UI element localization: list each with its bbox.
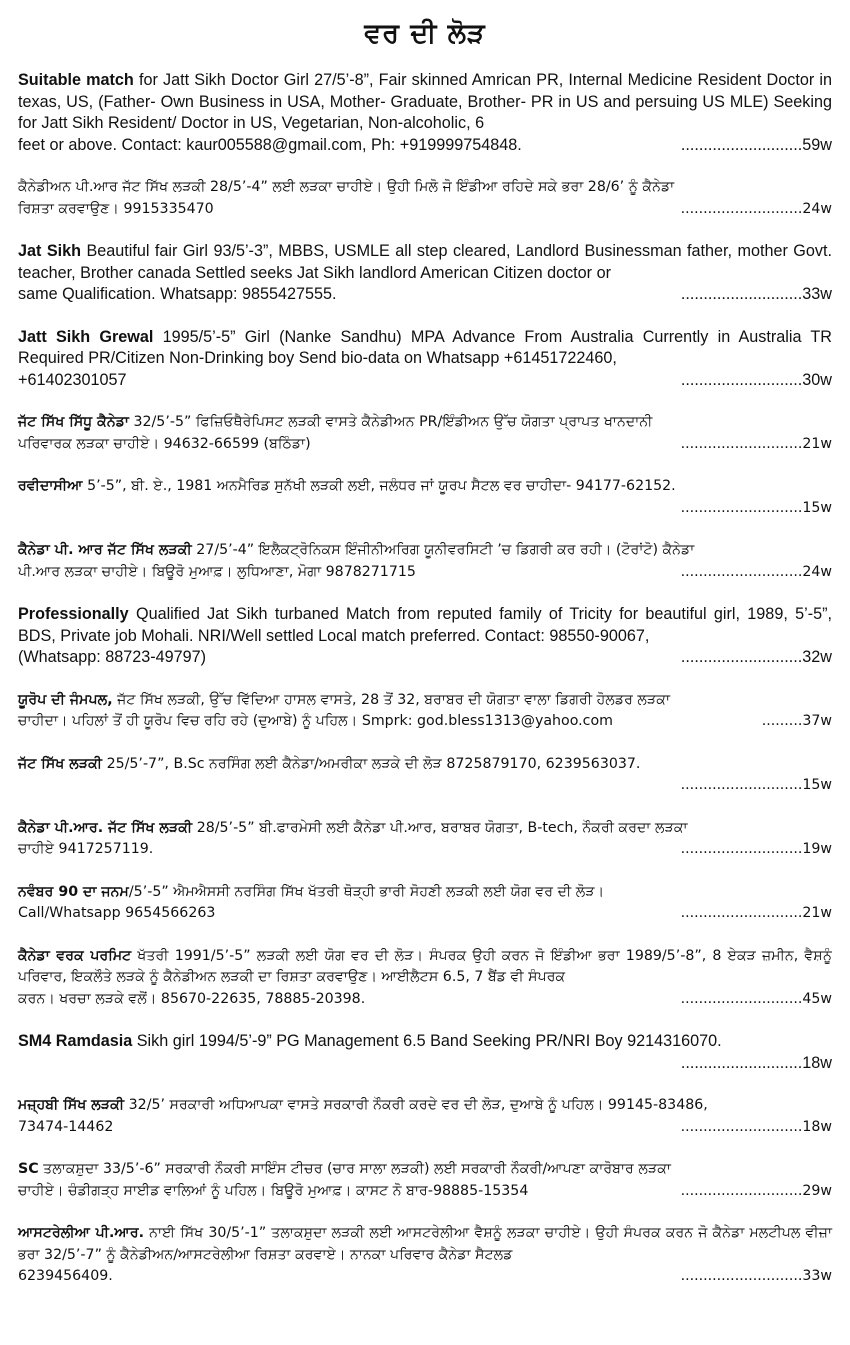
- ad-text: 32/5’-5” ਫਿਜ਼ਿਓਥੈਰੇਪਿਸਟ ਲੜਕੀ ਵਾਸਤੇ ਕੈਨੇਡੀਅਨ PR/ਇੰਡੀਅਨ ਉੱਚ ਯੋਗਤਾ ਪ੍ਰਾਪਤ ਖਾਨਦਾਨੀ: [128, 414, 653, 430]
- ad-tail-text: feet or above. Contact: kaur005588@gmail.com, Ph: +919999754848.: [18, 135, 522, 154]
- ad-13: [18, 1031, 832, 1074]
- ad-lead: Jatt Sikh Grewal: [18, 327, 154, 346]
- ad-14: [18, 1095, 832, 1138]
- ad-body: [18, 1095, 832, 1117]
- ad-2: [18, 241, 832, 306]
- ad-body: [18, 327, 832, 370]
- ad-lead: Suitable match: [18, 71, 134, 89]
- ad-tail: [18, 711, 832, 733]
- ad-tail: [18, 989, 832, 1011]
- ad-tail: [18, 1181, 832, 1203]
- ad-text: Sikh girl 1994/5’-9” PG Management 6.5 Band Seeking PR/NRI Boy 9214316070.: [132, 1032, 722, 1050]
- ad-lead: ਕੈਨੇਡਾ ਪੀ.ਆਰ. ਜੱਟ ਸਿੱਖ ਲੜਕੀ: [18, 819, 193, 836]
- ad-body: [18, 882, 832, 904]
- ad-code: ...........................29w: [680, 1182, 832, 1199]
- ad-body: [18, 1223, 832, 1266]
- ad-code: ...........................59w: [680, 135, 832, 154]
- ad-tail: [18, 284, 832, 306]
- ad-lead: Professionally: [18, 605, 129, 623]
- ad-lead: ਜੱਟ ਸਿੱਖ ਲੜਕੀ: [18, 755, 103, 772]
- ad-tail-text: (Whatsapp: 88723-49797): [18, 648, 207, 666]
- ad-tail: [18, 839, 832, 861]
- ad-lead: ਆਸਟਰੇਲੀਆ ਪੀ.ਆਰ.: [18, 1225, 145, 1241]
- ad-6: [18, 540, 832, 583]
- ad-tail: [18, 775, 832, 797]
- ad-text: for Jatt Sikh Doctor Girl 27/5’-8”, Fair skinned Amrican PR, Internal Medicine Resident Doctor in texas, US, (Father- Own Business in USA, Mother- Graduate, Brother- PR in US and persuing US MLE) Seeking for Jatt Sikh Resident/ Doctor in US, Vegetarian, Non-alcoholic, 6: [18, 71, 832, 132]
- ad-body: [18, 946, 832, 989]
- ad-lead: SM4 Ramdasia: [18, 1032, 133, 1050]
- ad-text: 1995/5’-5” Girl (Nanke Sandhu) MPA Advance From Australia Currently in Australia TR Required PR/Citizen Non-Drinking boy Send bio-data on Whatsapp +61451722460,: [18, 327, 832, 367]
- ad-code: .........37w: [761, 713, 832, 729]
- ad-text: ਤਲਾਕਸ਼ੁਦਾ 33/5’-6” ਸਰਕਾਰੀ ਨੌਕਰੀ ਸਾਇੰਸ ਟੀਚਰ (ਚਾਰ ਸਾਲਾ ਲੜਕੀ) ਲਈ ਸਰਕਾਰੀ ਨੌਕਰੀ/ਆਪਣਾ ਕਾਰੋਬਾਰ ਲੜਕਾ: [38, 1161, 671, 1177]
- ad-code: ...........................18w: [680, 1118, 832, 1135]
- ad-body: [18, 690, 832, 712]
- ad-body: [18, 476, 832, 498]
- ad-code: ...........................33w: [680, 285, 832, 303]
- ad-tail-text: ਚਾਹੀਏ 9417257119.: [18, 841, 154, 857]
- ad-text: Beautiful fair Girl 93/5’-3”, MBBS, USMLE all step cleared, Landlord Businessman father, mother Govt. teacher, Brother canada Settled seeks Jat Sikh landlord American Citizen doctor or: [18, 242, 832, 282]
- ad-body: [18, 1159, 832, 1181]
- ad-text: 32/5’ ਸਰਕਾਰੀ ਅਧਿਆਪਕਾ ਵਾਸਤੇ ਸਰਕਾਰੀ ਨੌਕਰੀ ਕਰਦੇ ਵਰ ਦੀ ਲੋੜ, ਦੁਆਬੇ ਨੂੰ ਪਹਿਲ। 99145-83486,: [124, 1097, 708, 1113]
- ad-3: [18, 327, 832, 392]
- ad-code: ...........................21w: [680, 435, 832, 452]
- ad-text: ਖੱਤਰੀ 1991/5’-5” ਲੜਕੀ ਲਈ ਯੋਗ ਵਰ ਦੀ ਲੋੜ। ਸੰਪਰਕ ਉਹੀ ਕਰਨ ਜੋ ਇੰਡੀਆ ਭਰਾ 1989/5’-8”, 8 ਏਕੜ ਜ਼ਮੀਨ, ਵੈਸ਼ਨੂੰ ਪਰਿਵਾਰ, ਇਕਲੌਤੇ ਲੜਕੇ ਨੂੰ ਕੈਨੇਡੀਅਨ ਲੜਕੀ ਦਾ ਰਿਸ਼ਤਾ ਕਰਵਾਉਣ। ਆਈਲੈਟਸ 6.5, 7 ਬੈਂਡ ਵੀ ਸੰਪਰਕ: [18, 947, 832, 985]
- ad-code: ...........................21w: [680, 905, 832, 921]
- ad-text: 28/5’-5” ਬੀ.ਫਾਰਮੇਸੀ ਲਈ ਕੈਨੇਡਾ ਪੀ.ਆਰ, ਬਰਾਬਰ ਯੋਗਤਾ, B-tech, ਨੌਕਰੀ ਕਰਦਾ ਲੜਕਾ: [192, 819, 688, 836]
- ad-body: [18, 70, 832, 135]
- ad-tail: [18, 370, 832, 392]
- ad-tail-text: 73474-14462: [18, 1118, 114, 1135]
- ad-lead: ਕੈਨੇਡਾ ਪੀ. ਆਰ ਜੱਟ ਸਿੱਖ ਲੜਕੀ: [18, 542, 192, 558]
- ad-15: [18, 1159, 832, 1202]
- page-title: ਵਰ ਦੀ ਲੋੜ: [364, 18, 486, 49]
- ad-0: [18, 70, 832, 156]
- ad-tail: [18, 199, 832, 221]
- ad-code: ...........................24w: [680, 200, 832, 217]
- ad-body: [18, 412, 832, 434]
- ad-tail-text: ਪੀ.ਆਰ ਲੜਕਾ ਚਾਹੀਏ। ਬਿਊਰੋ ਮੁਆਫ਼। ਲੁਧਿਆਣਾ, ਮੋਗਾ 9878271715: [18, 563, 416, 580]
- ad-tail-text: ਕਰਨ। ਖਰਚਾ ਲੜਕੇ ਵਲੋਂ। 85670-22635, 78885-20398.: [18, 990, 366, 1007]
- ad-text: Qualified Jat Sikh turbaned Match from reputed family of Tricity for beautiful girl, 1989, 5’-5”, BDS, Private job Mohali. NRI/Well settled Local match preferred. Contact: 98550-90067,: [18, 605, 832, 645]
- ad-body: [18, 177, 832, 199]
- ad-tail: [18, 562, 832, 584]
- ad-text: ਕੈਨੇਡੀਅਨ ਪੀ.ਆਰ ਜੱਟ ਸਿੱਖ ਲੜਕੀ 28/5’-4” ਲਈ ਲੜਕਾ ਚਾਹੀਏ। ਉਹੀ ਮਿਲੋ ਜੋ ਇੰਡੀਆ ਰਹਿਦੇ ਸਕੇ ਭਰਾ 28/6’ ਨੂੰ ਕੈਨੇਡਾ: [18, 179, 675, 195]
- ad-text: 5’-5”, ਬੀ. ਏ., 1981 ਅਨਮੈਰਿਡ ਸੁਨੱਖੀ ਲੜਕੀ ਲਈ, ਜਲੰਧਰ ਜਾਂ ਯੂਰਪ ਸੈਟਲ ਵਰ ਚਾਹੀਦਾ- 94177-62152.: [82, 478, 676, 494]
- ad-body: [18, 754, 832, 776]
- ad-code: ...........................15w: [680, 499, 832, 516]
- ad-lead: ਮਜ਼੍ਹਬੀ ਸਿੱਖ ਲੜਕੀ: [18, 1097, 125, 1113]
- ad-tail-text: ਚਾਹੀਏ। ਚੰਡੀਗੜ੍ਹ ਸਾਈਡ ਵਾਲਿਆਂ ਨੂੰ ਪਹਿਲ। ਬਿਊਰੋ ਮੁਆਫ਼। ਕਾਸਟ ਨੋ ਬਾਰ-98885-15354: [18, 1182, 529, 1199]
- ad-code: ...........................18w: [680, 1053, 832, 1072]
- ad-tail: [18, 1266, 832, 1288]
- ad-body: [18, 604, 832, 647]
- ad-tail: [18, 647, 832, 669]
- ad-text: ਨਾਈ ਸਿੱਖ 30/5’-1” ਤਲਾਕਸ਼ੁਦਾ ਲੜਕੀ ਲਈ ਆਸਟਰੇਲੀਆ ਵੈਸ਼ਨੂੰ ਲੜਕਾ ਚਾਹੀਏ। ਉਹੀ ਸੰਪਰਕ ਕਰਨ ਜੋ ਕੈਨੇਡਾ ਮਲਟੀਪਲ ਵੀਜ਼ਾ ਭਰਾ 32/5’-7” ਨੂੰ ਕੈਨੇਡੀਅਨ/ਆਸਟਰੇਲੀਆ ਰਿਸ਼ਤਾ ਕਰਵਾਏ। ਨਾਨਕਾ ਪਰਿਵਾਰ ਕੈਨੇਡਾ ਸੈਟਲਡ: [18, 1225, 833, 1263]
- ad-8: [18, 690, 832, 733]
- ad-10: [18, 818, 832, 861]
- ad-tail-text: Call/Whatsapp 9654566263: [18, 905, 216, 921]
- ad-lead: ਕੈਨੇਡਾ ਵਰਕ ਪਰਮਿਟ: [18, 947, 132, 964]
- ad-tail: [18, 1117, 832, 1139]
- ad-tail-text: ਪਰਿਵਾਰਕ ਲੜਕਾ ਚਾਹੀਏ। 94632-66599 (ਬਠਿੰਡਾ): [18, 435, 311, 452]
- ad-lead: ਯੂਰੋਪ ਦੀ ਜੰਮਪਲ,: [18, 691, 113, 708]
- ad-lead: ਜੱਟ ਸਿੱਖ ਸਿੱਧੂ ਕੈਨੇਡਾ: [18, 414, 129, 430]
- ad-16: [18, 1223, 832, 1288]
- ad-body: [18, 241, 832, 284]
- ad-7: [18, 604, 832, 669]
- ad-tail: [18, 498, 832, 520]
- ad-tail: [18, 903, 832, 925]
- ad-text: 27/5’-4” ਇਲੈਕਟ੍ਰੋਨਿਕਸ ਇੰਜੀਨੀਅਰਿਗ ਯੂਨੀਵਰਸਿਟੀ ’ਚ ਡਿਗਰੀ ਕਰ ਰਹੀ। (ਟੋਰਾਂਟੋ) ਕੈਨੇਡਾ: [191, 542, 695, 558]
- ad-code: ...........................24w: [680, 563, 832, 580]
- ad-code: ...........................45w: [680, 990, 832, 1007]
- ad-1: [18, 177, 832, 220]
- ad-tail-text: ਚਾਹੀਦਾ। ਪਹਿਲਾਂ ਤੋਂ ਹੀ ਯੂਰੋਪ ਵਿਚ ਰਹਿ ਰਹੇ (ਦੁਆਬੇ) ਨੂੰ ਪਹਿਲ। Smprk: god.bless1313@yahoo.com: [18, 713, 613, 729]
- ad-text: /5’-5” ਐਮਐਸਸੀ ਨਰਸਿੰਗ ਸਿੱਖ ਖੱਤਰੀ ਥੋੜ੍ਹੀ ਭਾਰੀ ਸੋਹਣੀ ਲੜਕੀ ਲਈ ਯੋਗ ਵਰ ਦੀ ਲੋੜ।: [128, 883, 605, 900]
- ad-lead: ਰਵੀਦਾਸੀਆ: [18, 478, 83, 494]
- ad-9: [18, 754, 832, 797]
- ad-text: 25/5’-7”, B.Sc ਨਰਸਿੰਗ ਲਈ ਕੈਨੇਡਾ/ਅਮਰੀਕਾ ਲੜਕੇ ਦੀ ਲੋੜ 8725879170, 6239563037.: [102, 755, 641, 772]
- ad-code: ...........................33w: [680, 1268, 832, 1284]
- ad-text: ਜੱਟ ਸਿੱਖ ਲੜਕੀ, ਉੱਚ ਵਿੱਦਿਆ ਹਾਸਲ ਵਾਸਤੇ, 28 ਤੋਂ 32, ਬਰਾਬਰ ਦੀ ਯੋਗਤਾ ਵਾਲਾ ਡਿਗਰੀ ਹੋਲਡਰ ਲੜਕਾ: [112, 691, 671, 708]
- ad-11: [18, 882, 832, 925]
- ad-tail: [18, 1053, 832, 1075]
- ad-code: ...........................19w: [680, 841, 832, 857]
- ad-code: ...........................32w: [680, 648, 832, 666]
- ad-tail-text: +61402301057: [18, 370, 127, 389]
- ad-4: [18, 412, 832, 455]
- ad-tail-text: 6239456409.: [18, 1268, 113, 1284]
- ad-code: ...........................30w: [680, 370, 832, 389]
- ad-body: [18, 540, 832, 562]
- ad-tail-text: same Qualification. Whatsapp: 9855427555.: [18, 285, 337, 303]
- ad-lead: SC: [18, 1161, 39, 1177]
- ad-lead: Jat Sikh: [18, 242, 82, 260]
- ad-code: ...........................15w: [680, 777, 832, 793]
- ad-tail: [18, 135, 832, 157]
- ad-body: [18, 818, 832, 840]
- ad-lead: ਨਵੰਬਰ 90 ਦਾ ਜਨਮ: [18, 883, 129, 900]
- ad-tail-text: ਰਿਸ਼ਤਾ ਕਰਵਾਉਣ। 9915335470: [18, 200, 214, 217]
- ad-tail: [18, 434, 832, 456]
- ad-5: [18, 476, 832, 519]
- ad-body: [18, 1031, 832, 1053]
- ad-12: [18, 946, 832, 1011]
